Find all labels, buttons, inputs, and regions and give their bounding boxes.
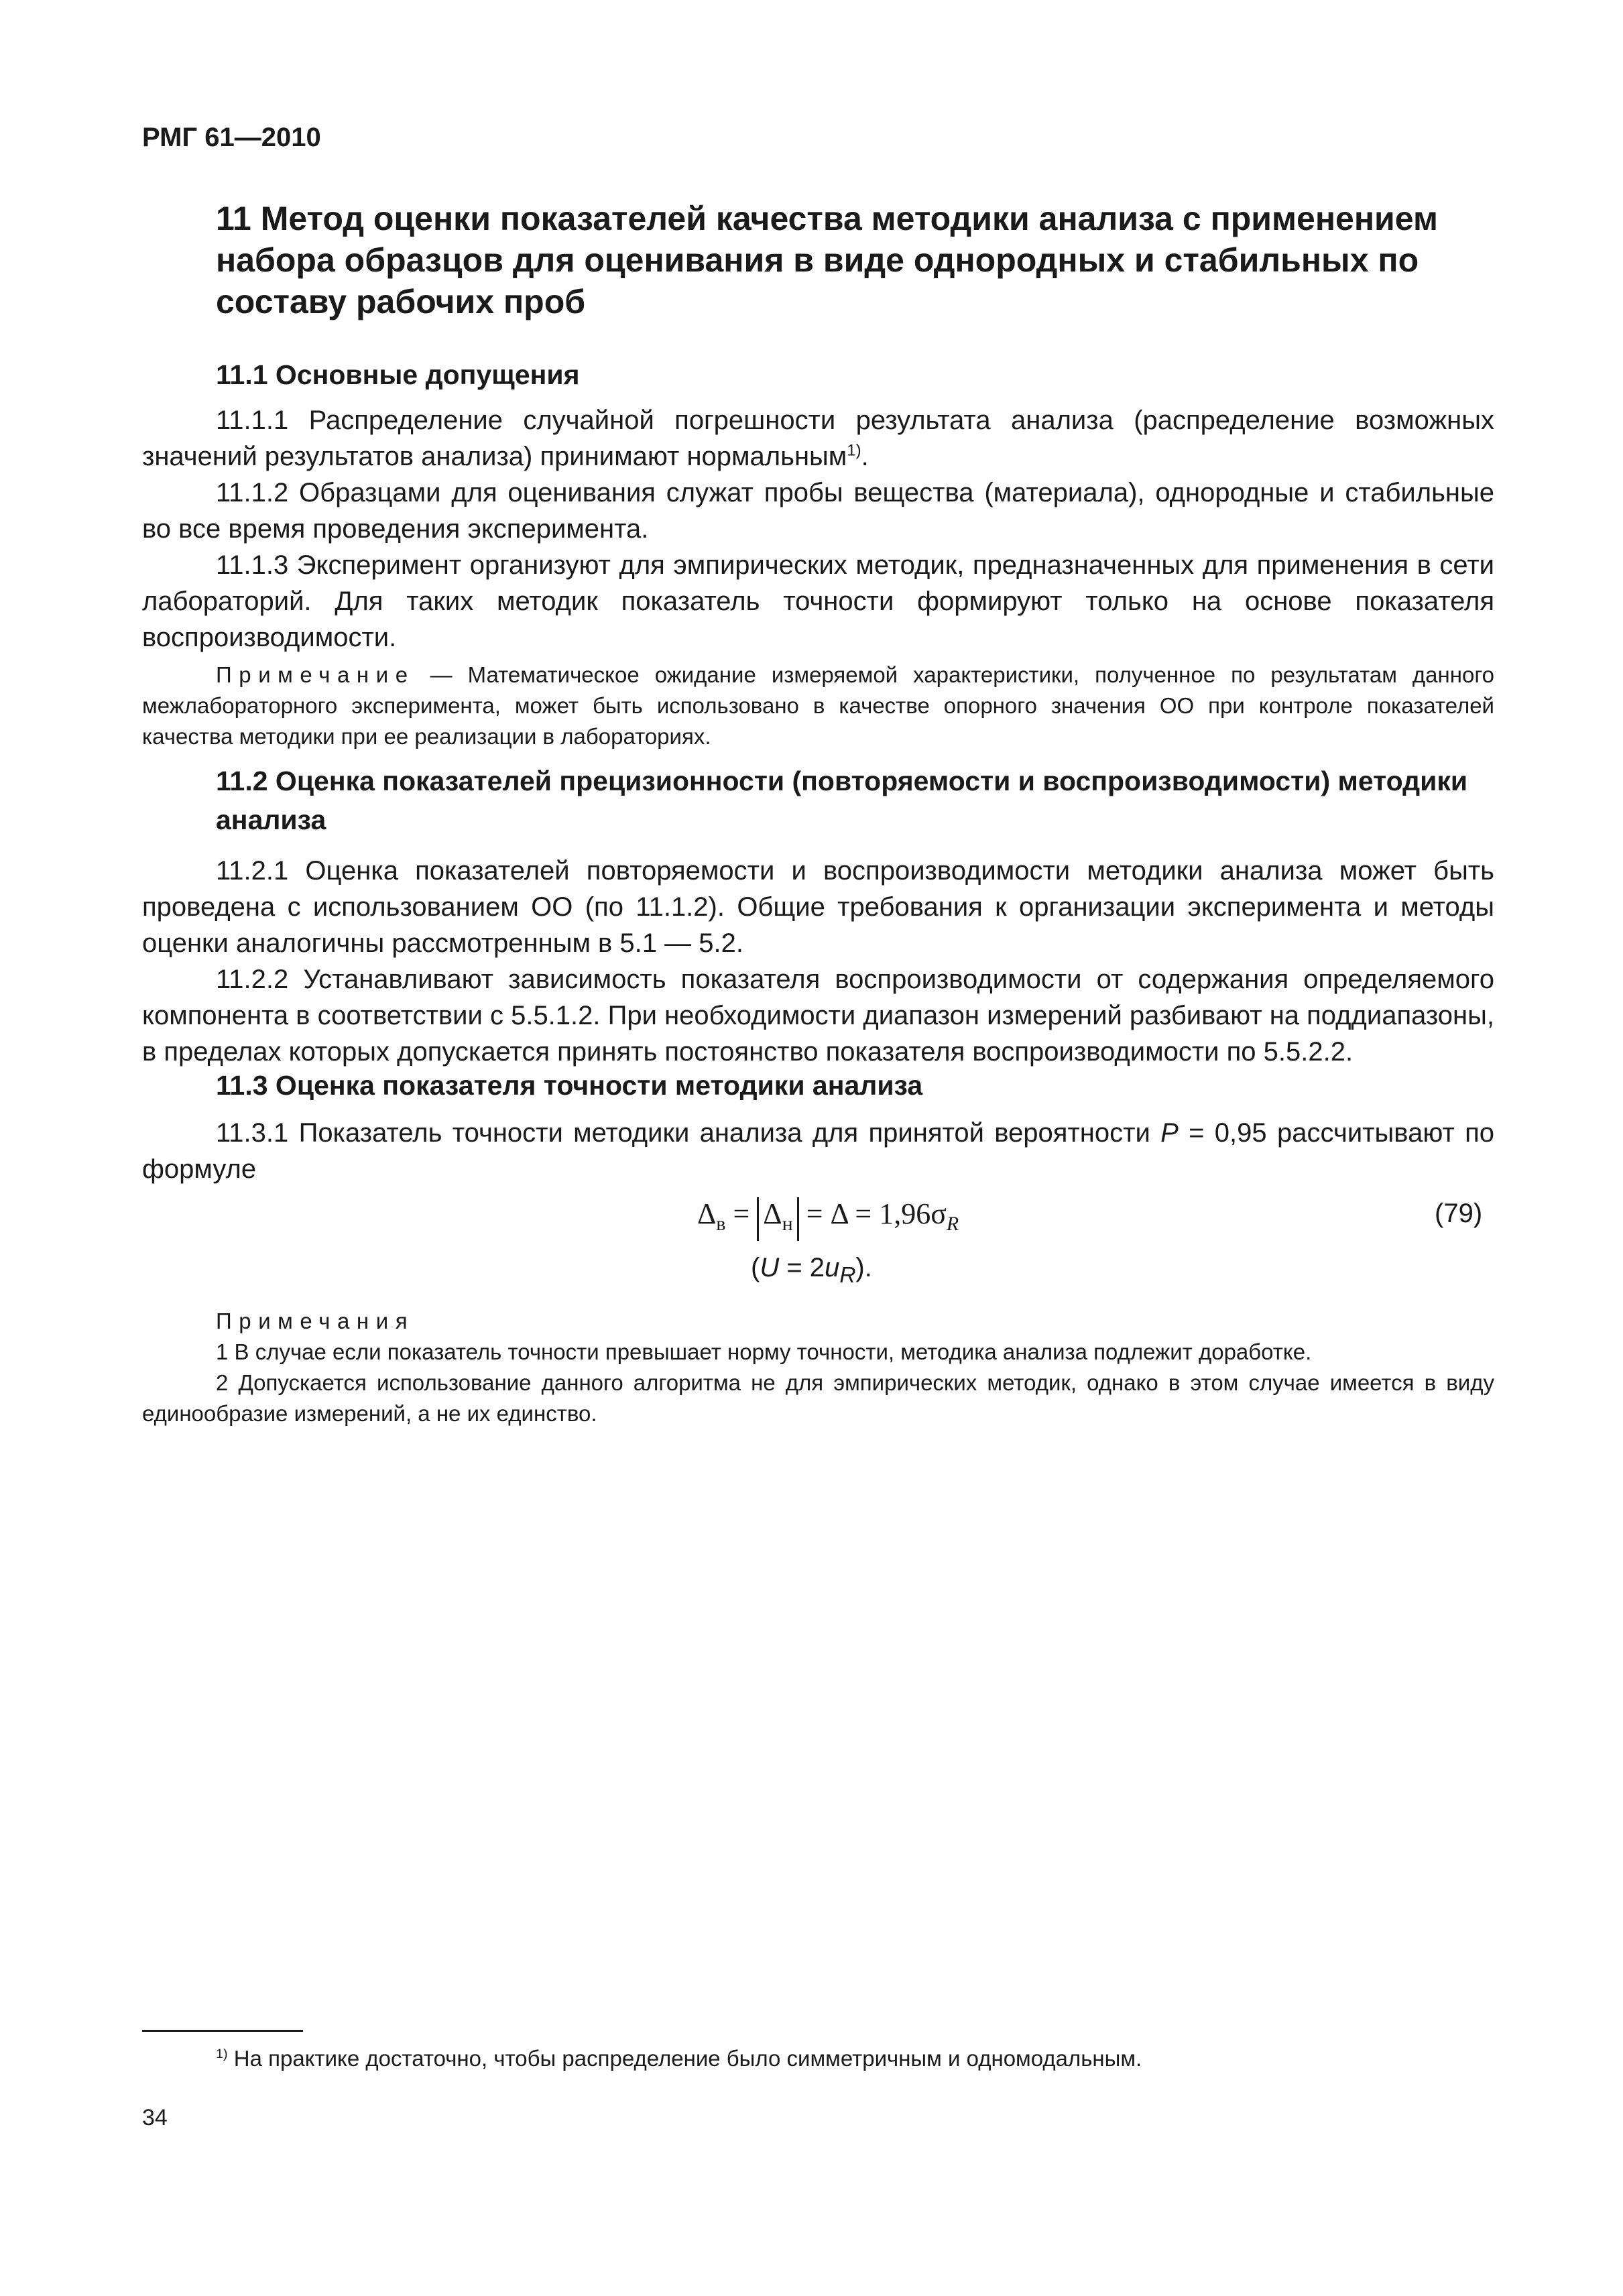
note-label: Примечание: [216, 662, 415, 687]
page-number: 34: [142, 2105, 168, 2130]
footnote-divider: [142, 2030, 303, 2032]
paragraph-11-1-2: 11.1.2 Образцами для оценивания служат пробы вещества (материала), однородные и стабильные во все время проведения эксперимента.: [142, 478, 1494, 544]
paragraph-11-3-1: 11.3.1 Показатель точности методики анализа для принятой вероятности P = 0,95 рассчитывают по формуле: [142, 1118, 1494, 1184]
section-11-1-title: 11.1 Основные допущения: [216, 359, 580, 390]
note-1: 1 В случае если показатель точности превышает норму точности, методика анализа подлежит доработке.: [216, 1339, 1312, 1364]
section-11-2-title: 11.2 Оценка показателей прецизионности (повторяемости и воспроизводимости) методики анализа: [216, 766, 1468, 835]
paragraph-11-2-1: 11.2.1 Оценка показателей повторяемости и воспроизводимости методики анализа может быть проведена с использованием ОО (по 11.1.2). Общие требования к организации эксперимента и методы оценки аналогичны рассмотренным в 5.1 — 5.2.: [142, 856, 1494, 958]
paragraph-11-1-3: 11.1.3 Эксперимент организуют для эмпирических методик, предназначенных для применения в сети лабораторий. Для таких методик показатель точности формируют только на основе показателя воспроизводимости.: [142, 550, 1494, 652]
absolute-value: $\Delta_н$: [757, 1197, 798, 1241]
formula-uncertainty: $(U = 2u_R)$.: [751, 1253, 872, 1288]
formula-79: $\Delta_в = \Delta_н = \Delta = 1,96\sigma_R$: [697, 1197, 959, 1241]
formula-number: (79): [1435, 1199, 1483, 1228]
note-11-1: Примечание — Математическое ожидание измеряемой характеристики, полученное по результатам данного межлабораторного эксперимента, может быть использовано в качестве опорного значения ОО при контроле показателей качества методики при ее реализации в лабораториях.: [142, 662, 1494, 749]
footnote: $^{1)}$ На практике достаточно, чтобы распределение было симметричным и одномодальным.: [216, 2046, 1142, 2071]
notes-label: Примечания: [216, 1309, 415, 1333]
paragraph-11-1-1: 11.1.1 Распределение случайной погрешности результата анализа (распределение возможных значений результатов анализа) принимают нормальным$^{1)}$.: [142, 406, 1494, 471]
document-id: РМГ 61—2010: [142, 123, 321, 152]
section-11-3-title: 11.3 Оценка показателя точности методики анализа: [216, 1070, 923, 1101]
paragraph-11-2-2: 11.2.2 Устанавливают зависимость показателя воспроизводимости от содержания определяемого компонента в соответствии с 5.5.1.2. При необходимости диапазон измерений разбивают на поддиапазоны, в пределах которых допускается принять постоянство показателя воспроизводимости по 5.5.2.2.: [142, 965, 1494, 1067]
note-2: 2 Допускается использование данного алгоритма не для эмпирических методик, однако в этом случае имеется в виду единообразие измерений, а не их единство.: [142, 1370, 1494, 1426]
section-11-title: 11 Метод оценки показателей качества методики анализа с применением набора образцов для оценивания в виде однородных и стабильных по составу рабочих проб: [216, 200, 1438, 320]
footnote-ref: 1): [847, 441, 861, 460]
